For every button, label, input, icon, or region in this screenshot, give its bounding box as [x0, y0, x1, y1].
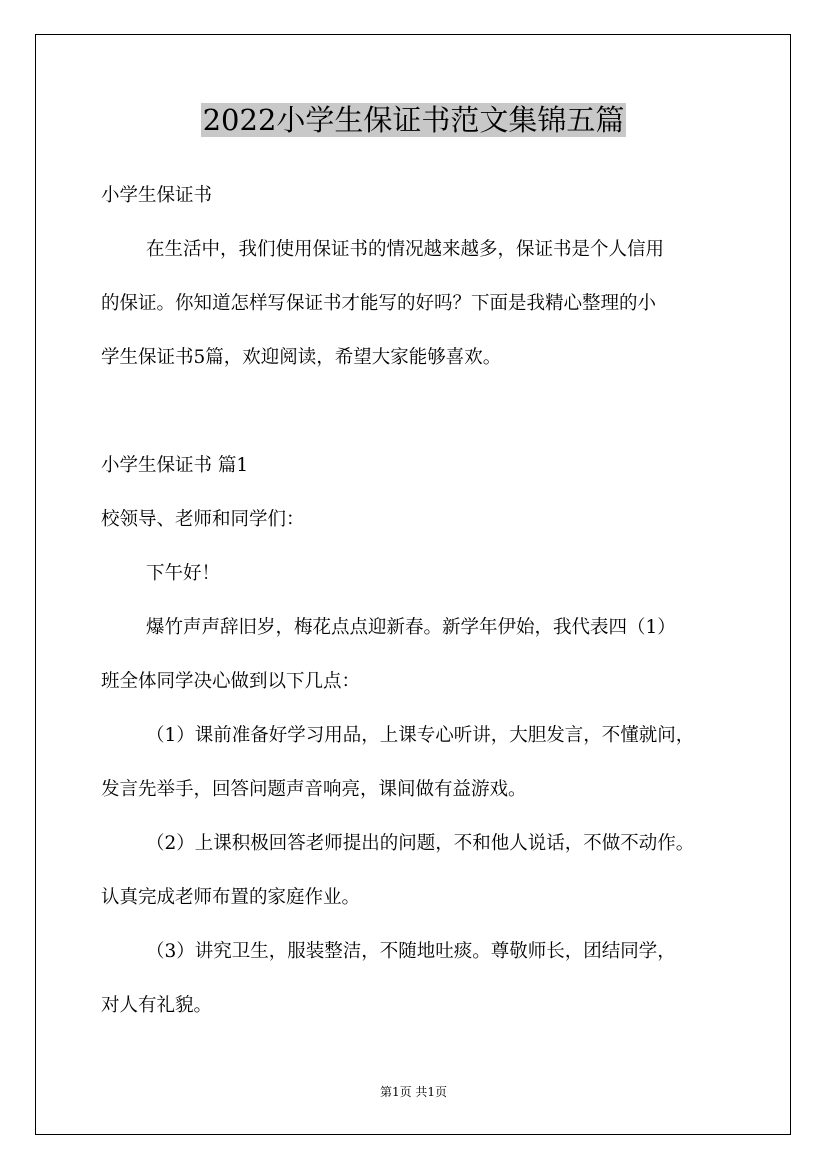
paragraph-line: 在生活中，我们使用保证书的情况越来越多，保证书是个人信用: [146, 239, 665, 260]
paragraph-line: 认真完成老师布置的家庭作业。: [101, 887, 361, 908]
paragraph-line: 学生保证书5篇，欢迎阅读，希望大家能够喜欢。: [101, 347, 502, 368]
section-heading: 小学生保证书 篇1: [101, 455, 249, 476]
page-number: 第1页 共1页: [379, 1085, 448, 1099]
paragraph-line: （3）讲究卫生，服装整洁，不随地吐痰。尊敬师长，团结同学，: [146, 941, 676, 962]
salutation: 校领导、老师和同学们：: [101, 509, 305, 530]
paragraph-line: 的保证。你知道怎样写保证书才能写的好吗？下面是我精心整理的小: [101, 293, 657, 314]
paragraph-line: （1）课前准备好学习用品，上课专心听讲，大胆发言，不懂就问，: [146, 725, 695, 746]
paragraph-line: 发言先举手，回答问题声音响亮，课间做有益游戏。: [101, 779, 527, 800]
paragraph-line: （2）上课积极回答老师提出的问题，不和他人说话，不做不动作。: [146, 833, 695, 854]
paragraph-line: 班全体同学决心做到以下几点：: [101, 671, 361, 692]
section-heading: 小学生保证书: [101, 185, 213, 206]
paragraph-line: 对人有礼貌。: [101, 995, 213, 1016]
document-title: 2022小学生保证书范文集锦五篇: [202, 103, 625, 137]
document-title-block: [0, 100, 827, 140]
paragraph-line: 爆竹声声辞旧岁，梅花点点迎新春。新学年伊始，我代表四（1）: [146, 617, 676, 638]
greeting: 下午好！: [146, 563, 221, 584]
